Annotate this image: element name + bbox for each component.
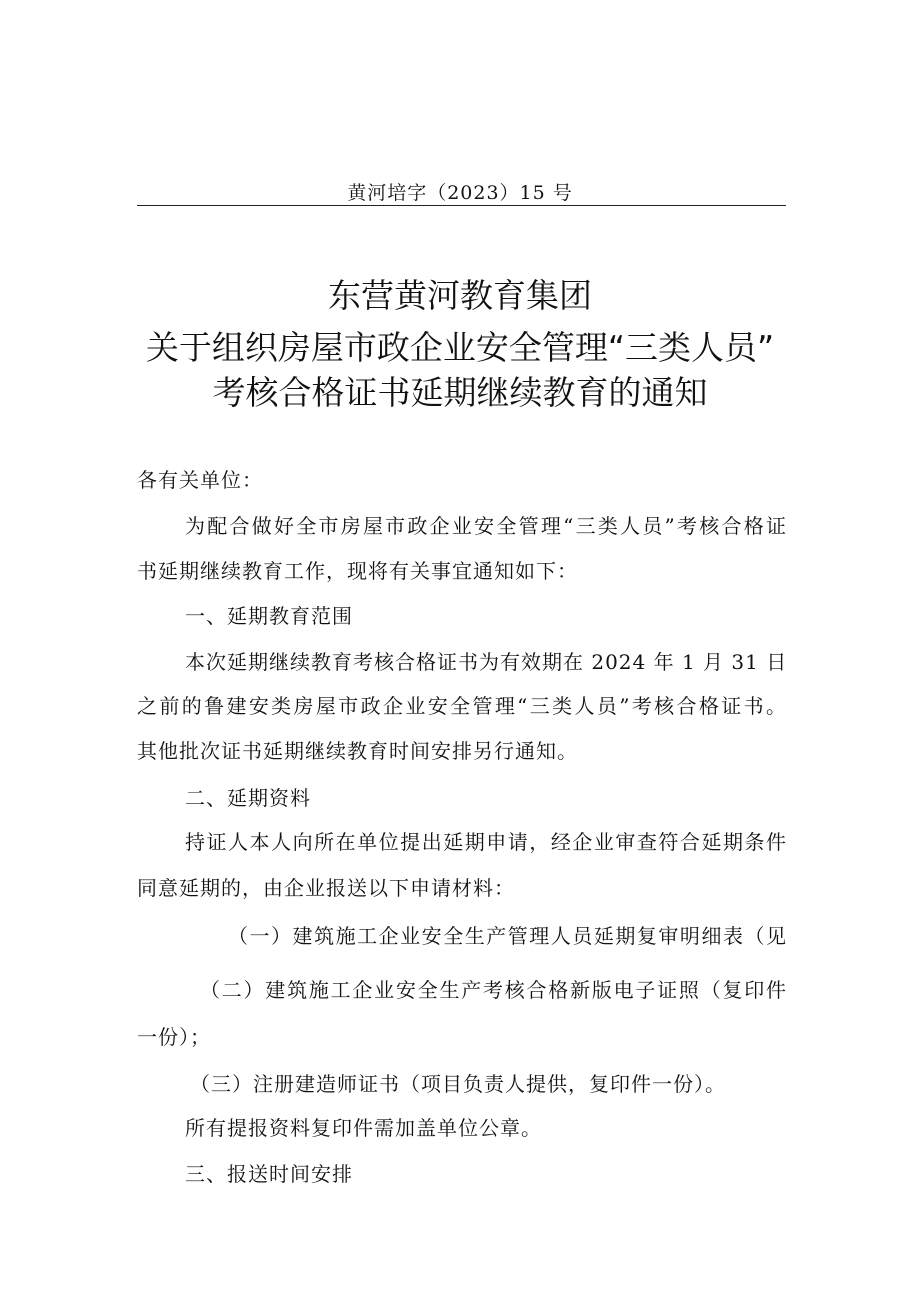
title-line-3: 考核合格证书延期继续教育的通知: [212, 373, 708, 412]
intro-paragraph-line-2: 书延期继续教育工作，现将有关事宜通知如下：: [137, 559, 578, 583]
salutation: 各有关单位：: [137, 468, 263, 492]
section-2-line-1: 持证人本人向所在单位提出延期申请，经企业审查符合延期条件: [185, 830, 787, 854]
material-item-2-line-1: （二）建筑施工企业安全生产考核合格新版电子证照（复印件: [200, 978, 787, 1002]
document-number: 黄河培字（2023）15 号: [347, 182, 573, 204]
section-2-heading: 二、延期资料: [185, 786, 311, 810]
header-divider: [137, 205, 786, 206]
section-1-heading: 一、延期教育范围: [185, 604, 353, 628]
section-1-line-3: 其他批次证书延期继续教育时间安排另行通知。: [137, 739, 578, 763]
section-1-line-2: 之前的鲁建安类房屋市政企业安全管理“三类人员”考核合格证书。: [137, 694, 787, 718]
stamp-requirement-note: 所有提报资料复印件需加盖单位公章。: [185, 1116, 542, 1140]
title-line-2: 关于组织房屋市政企业安全管理“三类人员”: [145, 328, 775, 367]
material-item-2-line-2: 一份）；: [137, 1025, 211, 1049]
intro-paragraph-line-1: 为配合做好全市房屋市政企业安全管理“三类人员”考核合格证: [185, 514, 787, 538]
section-3-heading: 三、报送时间安排: [185, 1162, 353, 1186]
section-1-line-1: 本次延期继续教育考核合格证书为有效期在 2024 年 1 月 31 日: [185, 650, 788, 674]
material-item-1: （一）建筑施工企业安全生产管理人员延期复审明细表（见: [228, 924, 787, 948]
material-item-3: （三）注册建造师证书（项目负责人提供，复印件一份）。: [190, 1072, 726, 1096]
title-line-1: 东营黄河教育集团: [328, 276, 592, 315]
section-2-line-2: 同意延期的，由企业报送以下申请材料：: [137, 876, 515, 900]
